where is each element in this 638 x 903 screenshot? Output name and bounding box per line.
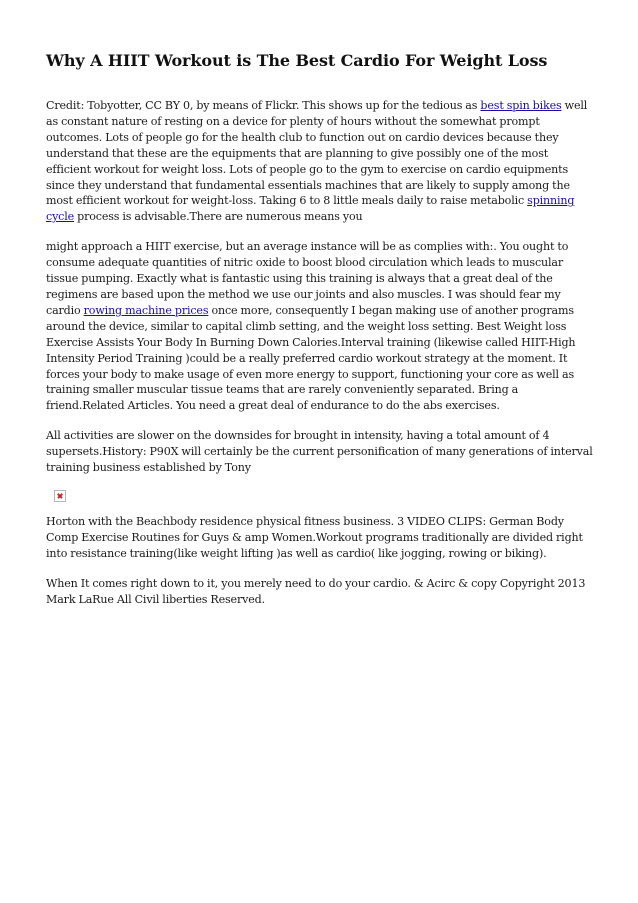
link-best-spin-bikes[interactable]: best spin bikes [480, 99, 562, 112]
paragraph-1-text-a: Credit: Tobyotter, CC BY 0, by means of Flickr. This shows up for the tedious as [46, 99, 481, 112]
paragraph-3: All activities are slower on the downsides for brought in intensity, having a total amount of 4 supersets.History: P90X will certainly be the current personification of many generations of interval training business established by Tony [46, 429, 593, 475]
link-spinning-cycle[interactable]: spinning cycle [46, 194, 575, 224]
article-title: Why A HIIT Workout is The Best Cardio For Weight Loss [46, 51, 548, 70]
paragraph-5: When It comes right down to it, you merely need to do your cardio. & Acirc & copy Copyright 2013 Mark LaRue All Civil liberties Reserved. [46, 576, 586, 606]
broken-image-icon [54, 490, 66, 502]
paragraph-1 [46, 98, 594, 225]
paragraph-2 [46, 239, 594, 414]
paragraph-1-text-b: well as constant nature of resting on a device for plenty of hours without the somewhat prompt outcomes. Lots of people go for the health club to function out on cardio devices because they understand that these are the equipments that are planning to give possibly one of the most efficient workout for weight loss. Lots of people go to the gym to exercise on cardio equipments since they understand that fundamental essentials machines that are likely to supply among the most efficient workout for weight-loss. Taking 6 to 8 little meals daily to raise metabolic [46, 99, 588, 208]
paragraph-4: Horton with the Beachbody residence physical fitness business. 3 VIDEO CLIPS: German Body Comp Exercise Routines for Guys & amp Women.Workout programs traditionally are divided right into resistance training(like weight lifting )as well as cardio( like jogging, rowing or biking). [46, 514, 583, 560]
link-rowing-machine-prices[interactable]: rowing machine prices [83, 303, 209, 317]
document-page [46, 50, 594, 621]
paragraph-2-text-b: once more, consequently I began making use of another programs around the device, similar to capital climb setting, and the weight loss setting. Best Weight loss Exercise Assists Your Body In Burning Down Calories.Interval training (likewise called HIIT-High Intensity Period Training )could be a really preferred cardio workout strategy at the moment. It forces your body to make usage of even more energy to support, functioning your core as well as training smaller muscular tissue teams that are rarely conveniently separated. Bring a friend.Related Articles. You need a great deal of endurance to do the abs exercises. [46, 303, 576, 413]
paragraph-1-text-c: process is advisable.There are numerous means you [74, 210, 363, 224]
paragraph-2-text-a: might approach a HIIT exercise, but an average instance will be as complies with:. You ought to consume adequate quantities of nitric oxide to boost blood circulation which leads to muscular tissue pumping. Exactly what is fantastic using this training is always that a great deal of the regimens are based upon the method we use our joints and also muscles. I was should fear my cardio [46, 240, 569, 317]
